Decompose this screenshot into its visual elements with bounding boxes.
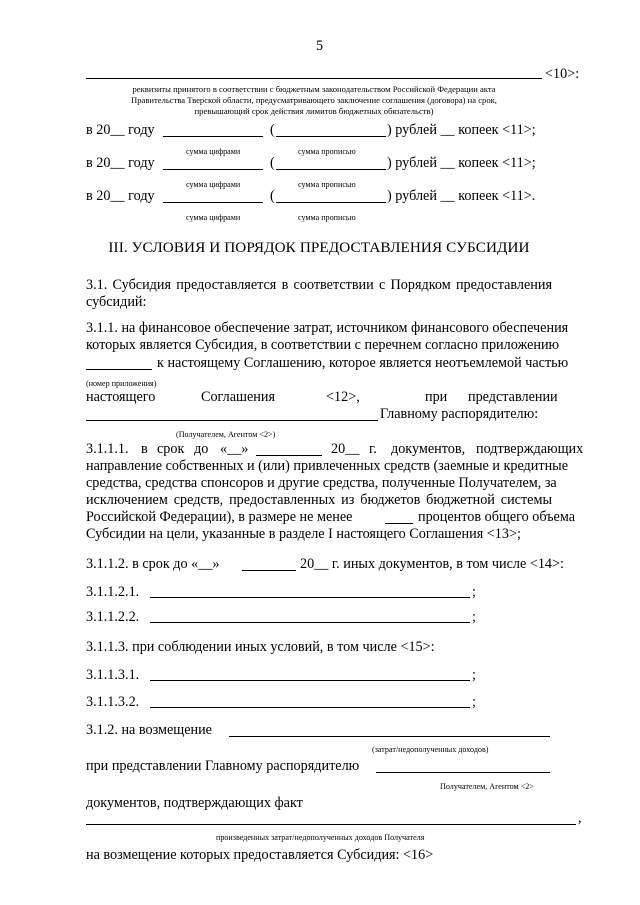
- line-comma: ,: [578, 810, 582, 826]
- word: Соглашения: [201, 389, 275, 405]
- word: настоящего: [86, 389, 156, 405]
- caption-costs: (затрат/недополученных доходов): [372, 745, 489, 754]
- sum-words-blank: [276, 136, 386, 137]
- item-blank: [150, 707, 470, 708]
- p3-1-line-2: субсидий:: [86, 294, 147, 310]
- item-3-1-1-3-1: 3.1.1.3.1.: [86, 667, 140, 683]
- p3-1-1-line-5-end: Главному распорядителю:: [380, 406, 539, 422]
- year-label: в 20__ году: [86, 122, 155, 138]
- p3-1-2-line-4: на возмещение которых предоставляется Субсидия: <16>: [86, 847, 434, 863]
- word: представлении: [468, 389, 558, 405]
- word: 20__: [331, 441, 360, 457]
- year-rest: ) рублей __ копеек <11>;: [387, 122, 536, 138]
- item-end: ;: [472, 667, 476, 683]
- p3-1-2-line-3: документов, подтверждающих факт: [86, 795, 303, 811]
- p3-1-1-2-mid: 20__ г. иных документов, в том числе <14>:: [300, 556, 564, 572]
- paren-open: (: [270, 122, 275, 138]
- requisites-blank-line: [86, 78, 542, 79]
- p3-1-1-1-line-3: средства, средства спонсоров и другие средства, полученные Получателем, за: [86, 475, 557, 491]
- p3-1-2-start: 3.1.2. на возмещение: [86, 722, 212, 738]
- item-end: ;: [472, 584, 476, 600]
- deadline-blank: [256, 455, 322, 456]
- word: срок: [157, 441, 185, 457]
- p3-1-line-1: 3.1. Субсидия предоставляется в соответствии с Порядком предоставления: [86, 277, 552, 293]
- p3-1-1-1-line-5-end: процентов общего объема: [418, 509, 576, 525]
- item-3-1-1-2-2: 3.1.1.2.2.: [86, 609, 140, 625]
- caption-recipient: Получателем, Агентом <2>: [440, 782, 534, 791]
- p3-1-1-3-text: 3.1.1.3. при соблюдении иных условий, в том числе <15>:: [86, 639, 435, 655]
- costs-blank: [229, 736, 550, 737]
- item-blank: [150, 622, 470, 623]
- item-blank: [150, 597, 470, 598]
- word: г.: [369, 441, 377, 457]
- incurred-blank: [86, 824, 576, 825]
- caption-sum-words: сумма прописью: [298, 147, 356, 156]
- caption-incurred: произведенных затрат/недополученных доходов Получателя: [216, 833, 425, 842]
- sum-digits-blank: [163, 169, 263, 170]
- word: «__»: [220, 441, 249, 457]
- item-3-1-1-2-1: 3.1.1.2.1.: [86, 584, 140, 600]
- caption-sum-words: сумма прописью: [298, 180, 356, 189]
- year-rest: ) рублей __ копеек <11>;: [387, 155, 536, 171]
- p3-1-1-2-start: 3.1.1.2. в срок до «__»: [86, 556, 220, 572]
- p3-1-1-1-line-4: исключением средств, предоставленных из бюджетов бюджетной системы: [86, 492, 552, 508]
- p3-1-1-1-line-5: Российской Федерации), в размере не менее: [86, 509, 353, 525]
- requisites-marker: <10>:: [545, 66, 580, 82]
- deadline-blank: [242, 570, 296, 571]
- p3-1-1-1-line-2: направление собственных и (или) привлеченных средств (заемные и кредитные: [86, 458, 568, 474]
- caption-appendix: (номер приложения): [86, 379, 157, 388]
- word: в: [141, 441, 148, 457]
- item-end: ;: [472, 609, 476, 625]
- p3-1-1-line-1: 3.1.1. на финансовое обеспечение затрат, источником финансового обеспечения: [86, 320, 569, 336]
- requisites-caption-1: реквизиты принятого в соответствии с бюджетным законодательством Российской Федерации акта: [132, 84, 496, 94]
- paren-open: (: [270, 188, 275, 204]
- sum-digits-blank: [163, 202, 263, 203]
- word: при: [425, 389, 448, 405]
- sum-words-blank: [276, 169, 386, 170]
- item-3-1-1-3-2: 3.1.1.3.2.: [86, 694, 140, 710]
- word: подтверждающих: [476, 441, 584, 457]
- requisites-caption-3: превышающий срок действия лимитов бюджетных обязательств): [194, 106, 434, 116]
- paren-open: (: [270, 155, 275, 171]
- word: документов,: [391, 441, 466, 457]
- sum-words-blank: [276, 202, 386, 203]
- year-label: в 20__ году: [86, 155, 155, 171]
- word: до: [194, 441, 209, 457]
- item-blank: [150, 680, 470, 681]
- year-label: в 20__ году: [86, 188, 155, 204]
- sum-digits-blank: [163, 136, 263, 137]
- p3-1-1-1-line-6: Субсидии на цели, указанные в разделе I настоящего Соглашения <13>;: [86, 526, 521, 542]
- recipient-blank: [86, 420, 378, 421]
- recipient-blank: [376, 772, 550, 773]
- caption-sum-words: сумма прописью: [298, 213, 356, 222]
- p3-1-2-line-2: при представлении Главному распорядителю: [86, 758, 360, 774]
- word: <12>,: [326, 389, 360, 405]
- percent-blank: [385, 523, 413, 524]
- caption-sum-digits: сумма цифрами: [186, 213, 241, 222]
- item-end: ;: [472, 694, 476, 710]
- p3-1-1-line-2: которых является Субсидия, в соответствии с перечнем согласно приложению: [86, 337, 560, 353]
- page-number: 5: [316, 38, 324, 54]
- caption-recipient: (Получателем, Агентом <2>): [176, 430, 276, 439]
- requisites-caption-2: Правительства Тверской области, предусматривающего заключение соглашения (договора) на срок,: [131, 95, 497, 105]
- year-rest: ) рублей __ копеек <11>.: [387, 188, 536, 204]
- p3-1-1-line-3: к настоящему Соглашению, которое является неотъемлемой частью: [157, 355, 569, 371]
- appendix-number-blank: [86, 369, 152, 370]
- caption-sum-digits: сумма цифрами: [186, 180, 241, 189]
- section-title: III. УСЛОВИЯ И ПОРЯДОК ПРЕДОСТАВЛЕНИЯ СУБСИДИИ: [108, 239, 530, 256]
- caption-sum-digits: сумма цифрами: [186, 147, 241, 156]
- word: 3.1.1.1.: [86, 441, 129, 457]
